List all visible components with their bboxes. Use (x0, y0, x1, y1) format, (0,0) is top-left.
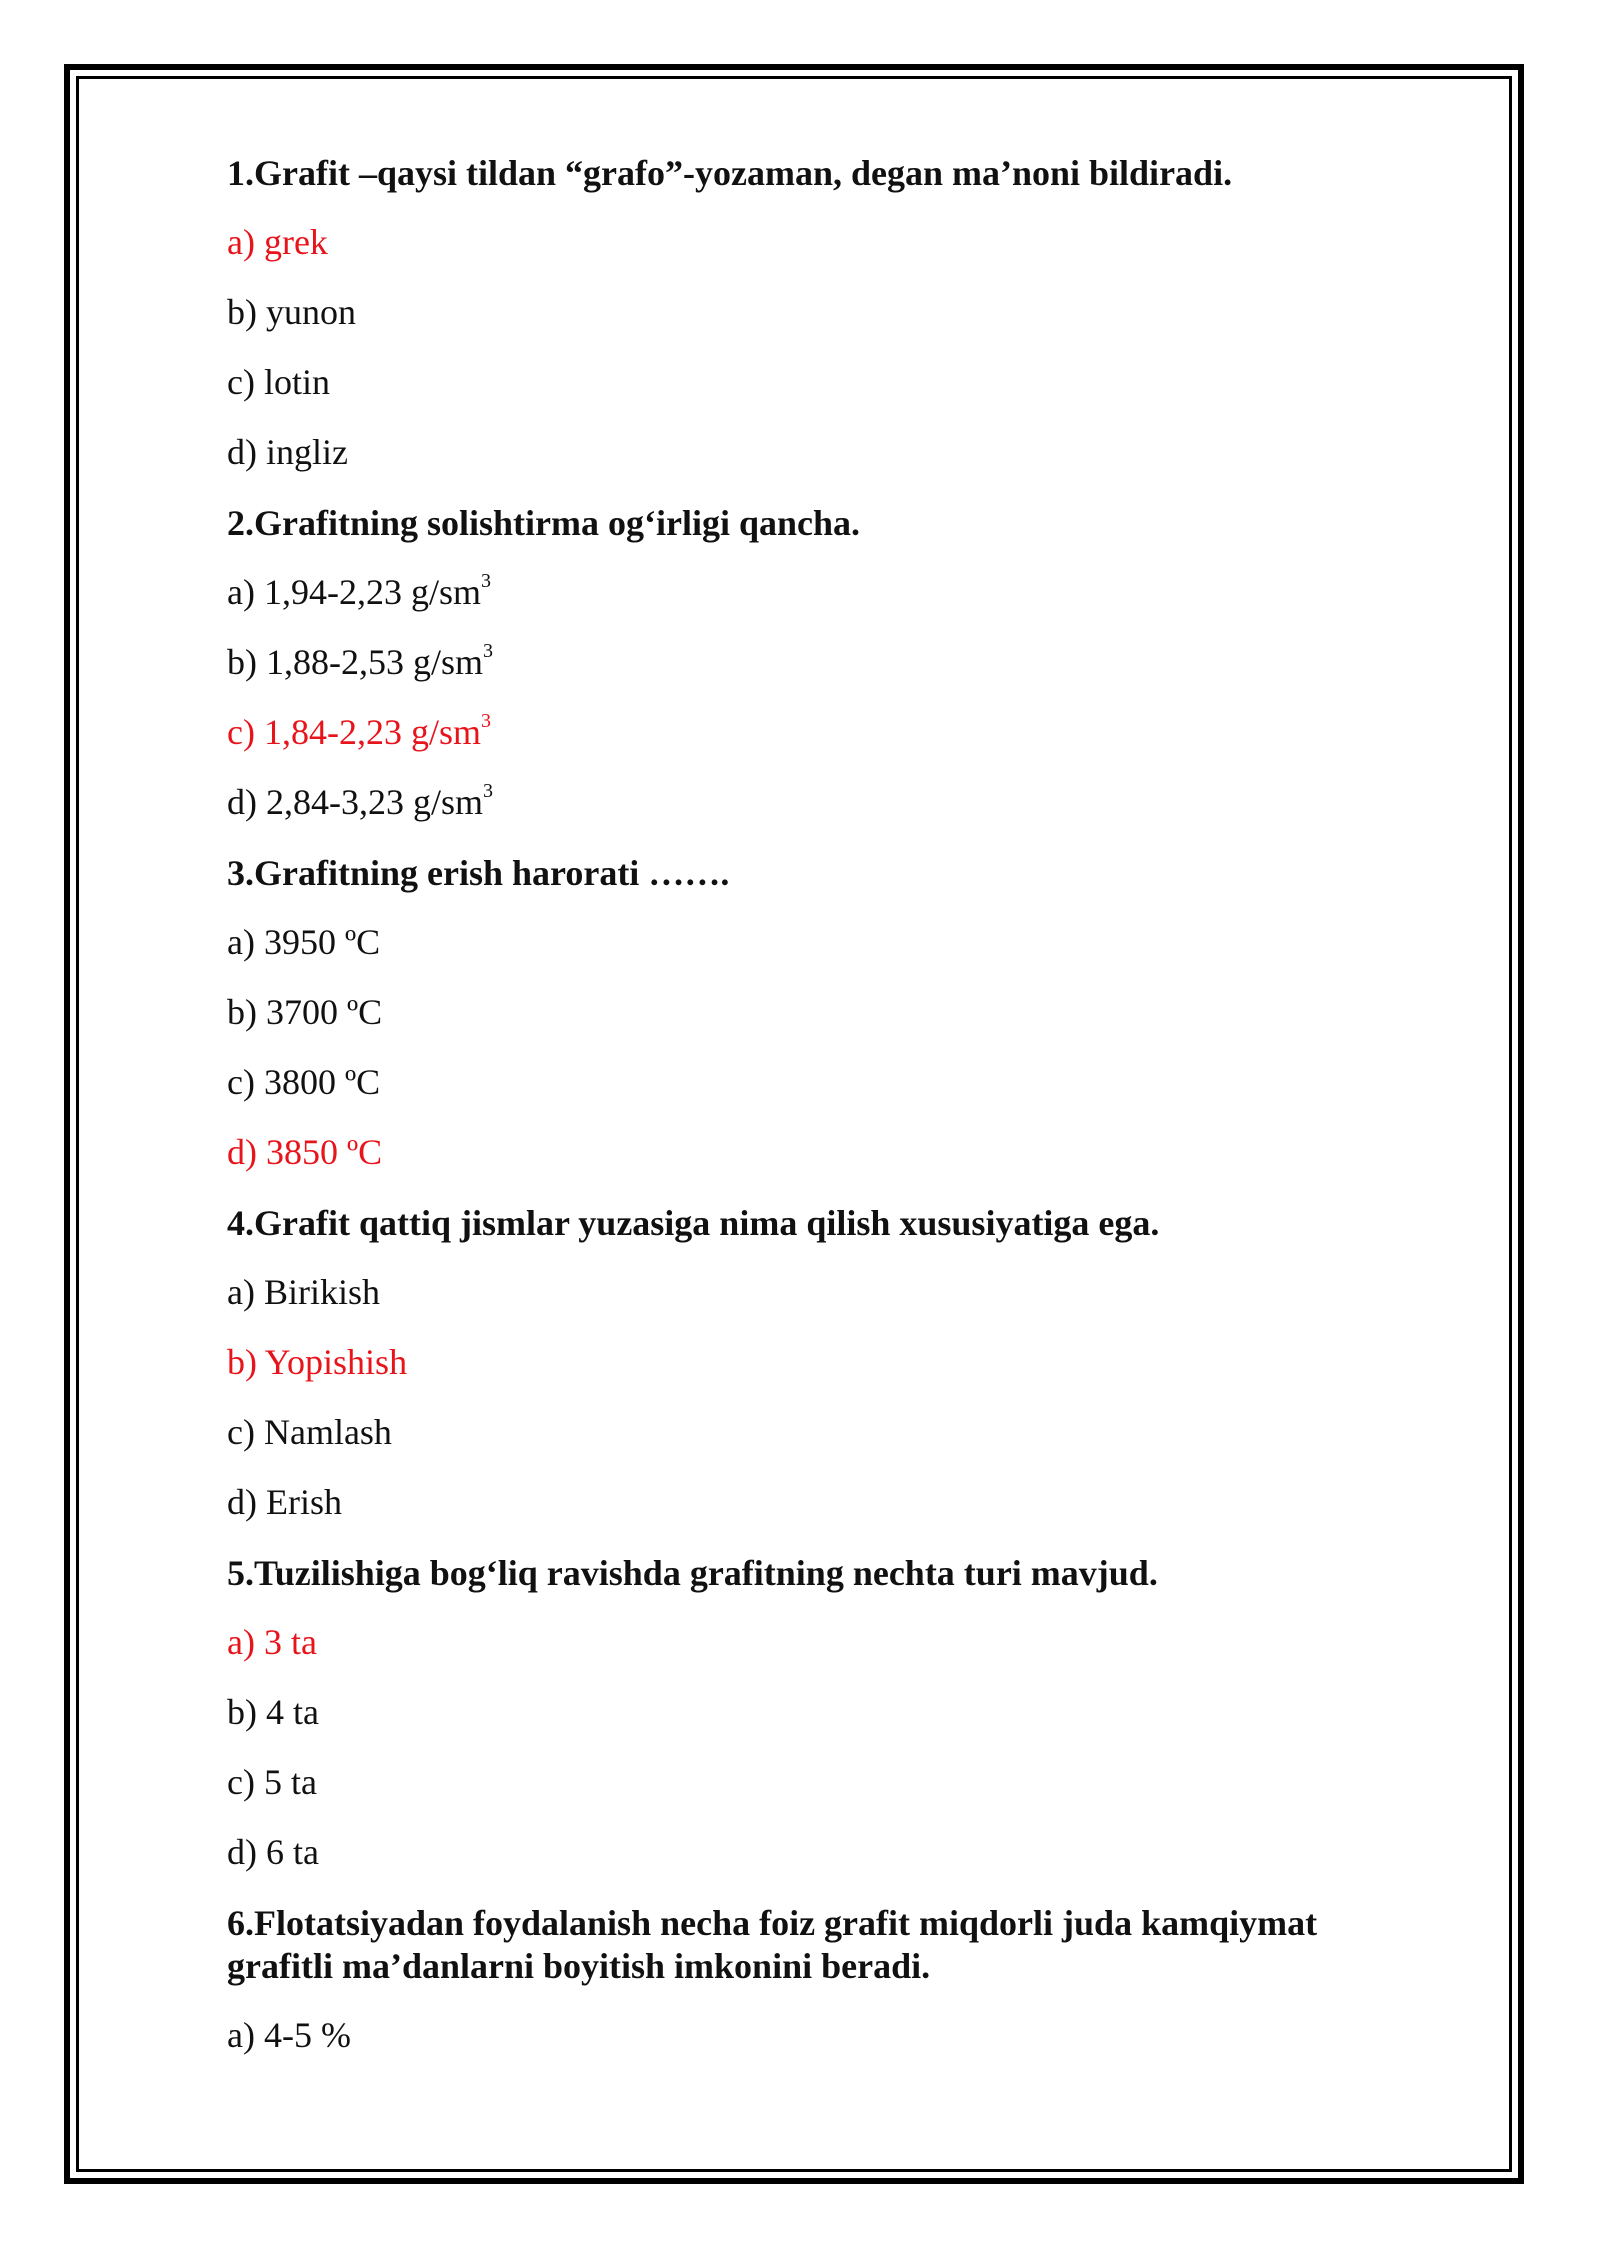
question-3-option-b: b) 3700 ºC (227, 992, 383, 1032)
question-4-text: 4.Grafit qattiq jismlar yuzasiga nima qilish xususiyatiga ega. (227, 1203, 1160, 1243)
question-2-option-c (227, 708, 1407, 778)
question-4-option-c: c) Namlash (227, 1412, 392, 1452)
question-2 (227, 498, 1407, 848)
question-2-option-d-text: d) 2,84-3,23 g/sm (227, 782, 483, 822)
question-4-option-b: b) Yopishish (227, 1342, 408, 1382)
question-3-text: 3.Grafitning erish harorati ……. (227, 853, 730, 893)
question-2-option-d (227, 778, 1407, 848)
question-2-option-a (227, 568, 1407, 638)
question-2-option-b-text: b) 1,88-2,53 g/sm (227, 642, 483, 682)
question-1-option-c: c) lotin (227, 362, 330, 402)
question-2-option-b (227, 638, 1407, 708)
question-2-option-a-exponent: 3 (480, 570, 491, 592)
question-3 (227, 848, 1407, 1198)
question-2-option-d-exponent: 3 (483, 780, 493, 802)
question-3-option-a: a) 3950 ºC (227, 922, 381, 962)
question-1 (227, 148, 1407, 498)
question-1-option-a: a) grek (227, 222, 328, 262)
question-2-text: 2.Grafitning solishtirma og‘irligi qancha. (227, 503, 861, 543)
question-1-option-d: d) ingliz (227, 432, 348, 472)
question-6-text: 6.Flotatsiyadan foydalanish necha foiz grafit miqdorli juda kamqiymat grafitli ma’danlarni boyitish imkonini beradi. (227, 1903, 1318, 1986)
question-2-option-c-exponent: 3 (480, 710, 491, 732)
question-2-option-b-exponent: 3 (483, 640, 493, 662)
question-5-option-d: d) 6 ta (227, 1832, 319, 1872)
question-1-text: 1.Grafit –qaysi tildan “grafo”-yozaman, degan ma’noni bildiradi. (227, 153, 1233, 193)
question-4 (227, 1198, 1407, 1548)
question-5-text: 5.Tuzilishiga bog‘liq ravishda grafitning nechta turi mavjud. (227, 1553, 1158, 1593)
question-5-option-c: c) 5 ta (227, 1762, 317, 1802)
question-4-option-d: d) Erish (227, 1482, 342, 1522)
question-4-option-a: a) Birikish (227, 1272, 380, 1312)
question-3-option-c: c) 3800 ºC (227, 1062, 381, 1102)
question-2-option-c-text: c) 1,84-2,23 g/sm (227, 712, 481, 752)
question-5-option-a: a) 3 ta (227, 1622, 317, 1662)
quiz-content (227, 148, 1407, 2081)
question-5-option-b: b) 4 ta (227, 1692, 319, 1732)
question-1-option-b: b) yunon (227, 292, 356, 332)
question-5 (227, 1548, 1407, 1898)
question-6-option-a: a) 4-5 % (227, 2015, 351, 2055)
question-3-option-d: d) 3850 ºC (227, 1132, 383, 1172)
question-6 (227, 1898, 1407, 2081)
question-2-option-a-text: a) 1,94-2,23 g/sm (227, 572, 481, 612)
